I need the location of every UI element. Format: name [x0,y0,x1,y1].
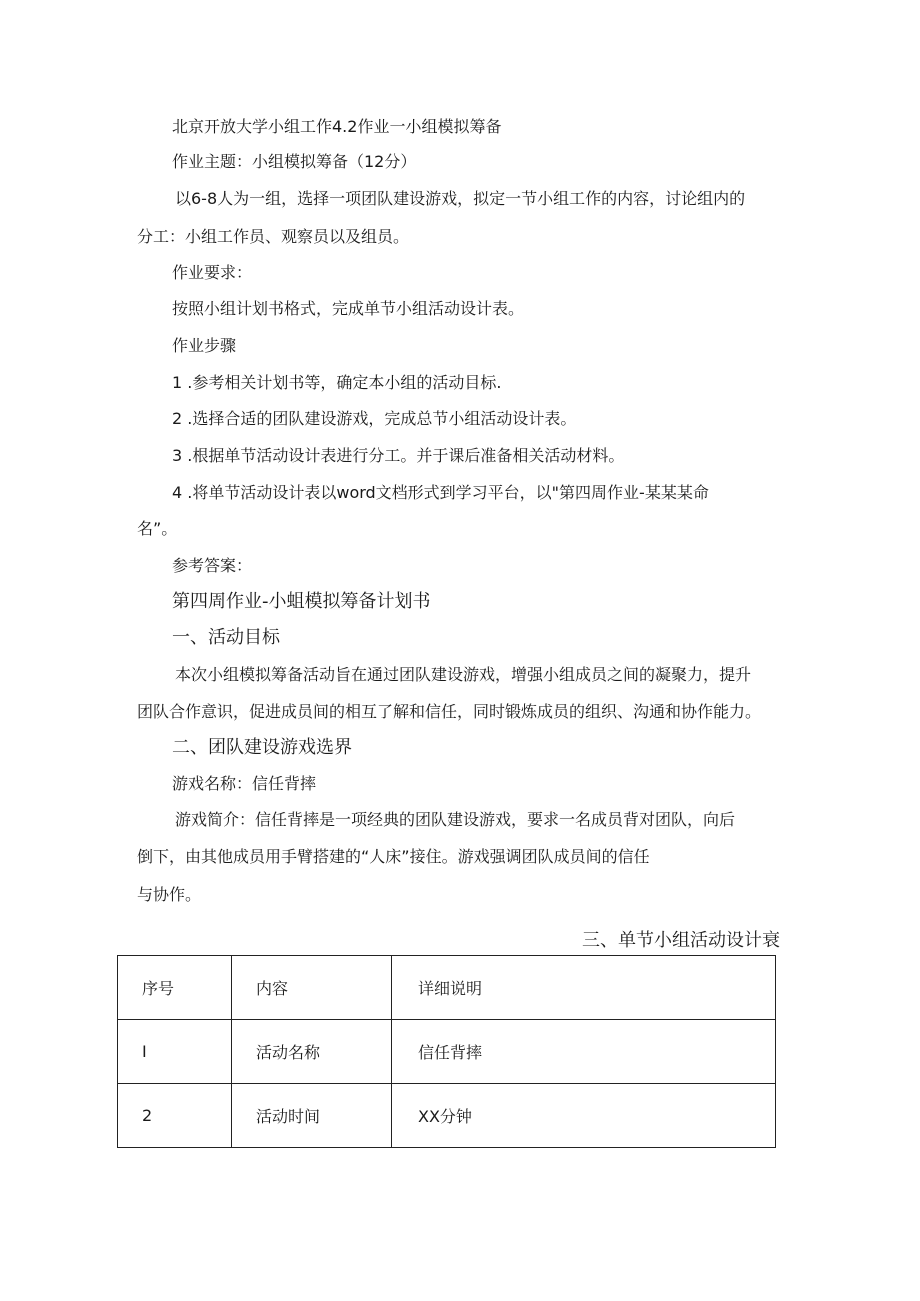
answer-label: 参考答案： [172,556,253,575]
table-header-row [118,956,776,1020]
plan-title: 第四周作业-小蛆模拟筹备计划书 [172,591,431,612]
assignment-topic: 作业主题：小组模拟筹备（12分） [172,152,417,171]
game-intro-line-2: 倒下，由其他成员用手臂搭建的“人床”接住。游戏强调团队成员间的信任 [137,847,650,866]
section-3-title: 三、单节小组活动设计衰 [582,930,780,951]
table-row [118,1084,776,1148]
step-item: 3 .根据单节活动设计表进行分工。并于课后准备相关活动材料。 [172,446,625,465]
game-name: 游戏名称：信任背摔 [172,774,317,793]
table-cell: I [118,1020,232,1084]
table-row [118,1020,776,1084]
table-cell: 2 [118,1084,232,1148]
table-cell: XX分钟 [392,1084,776,1148]
intro-line-2: 分工：小组工作员、观察员以及组员。 [137,227,410,246]
step-item: 4 .将单节活动设计表以word文档形式到学习平台，以"第四周作业-某某某命 [172,483,709,502]
table-cell: 活动时间 [232,1084,392,1148]
step-item: 1 .参考相关计划书等，确定本小组的活动目标. [172,373,502,392]
header-cell: 序号 [118,956,232,1020]
document-title-line: 北京开放大学小组工作4.2作业一小组模拟筹备 [172,117,502,136]
intro-line-1: 以6-8人为一组，选择一项团队建设游戏，拟定一节小组工作的内容，讨论组内的 [175,189,746,208]
section-1-title: 一、活动目标 [172,627,280,648]
game-intro-line-1: 游戏简介：信任背摔是一项经典的团队建设游戏，要求一名成员背对团队，向后 [175,810,736,829]
game-intro-line-3: 与协作。 [137,885,202,904]
steps-label: 作业步骤 [172,336,237,355]
requirements-label: 作业要求： [172,263,253,282]
table-cell: 活动名称 [232,1020,392,1084]
header-cell: 内容 [232,956,392,1020]
step-item: 2 .选择合适的团队建设游戏，完成总节小组活动设计表。 [172,409,577,428]
header-cell: 详细说明 [392,956,776,1020]
section-2-title: 二、团队建设游戏选界 [172,737,352,758]
section-1-paragraph-line-1: 本次小组模拟筹备活动旨在通过团队建设游戏，增强小组成员之间的凝聚力，提升 [175,665,752,684]
step-4-continued: 名”。 [137,519,178,538]
table-cell: 信任背摔 [392,1020,776,1084]
section-1-paragraph-line-2: 团队合作意识，促进成员间的相互了解和信任，同时锻炼成员的组织、沟通和协作能力。 [137,702,762,721]
requirements-text: 按照小组计划书格式，完成单节小组活动设计表。 [172,299,525,318]
activity-design-table [117,955,776,1148]
